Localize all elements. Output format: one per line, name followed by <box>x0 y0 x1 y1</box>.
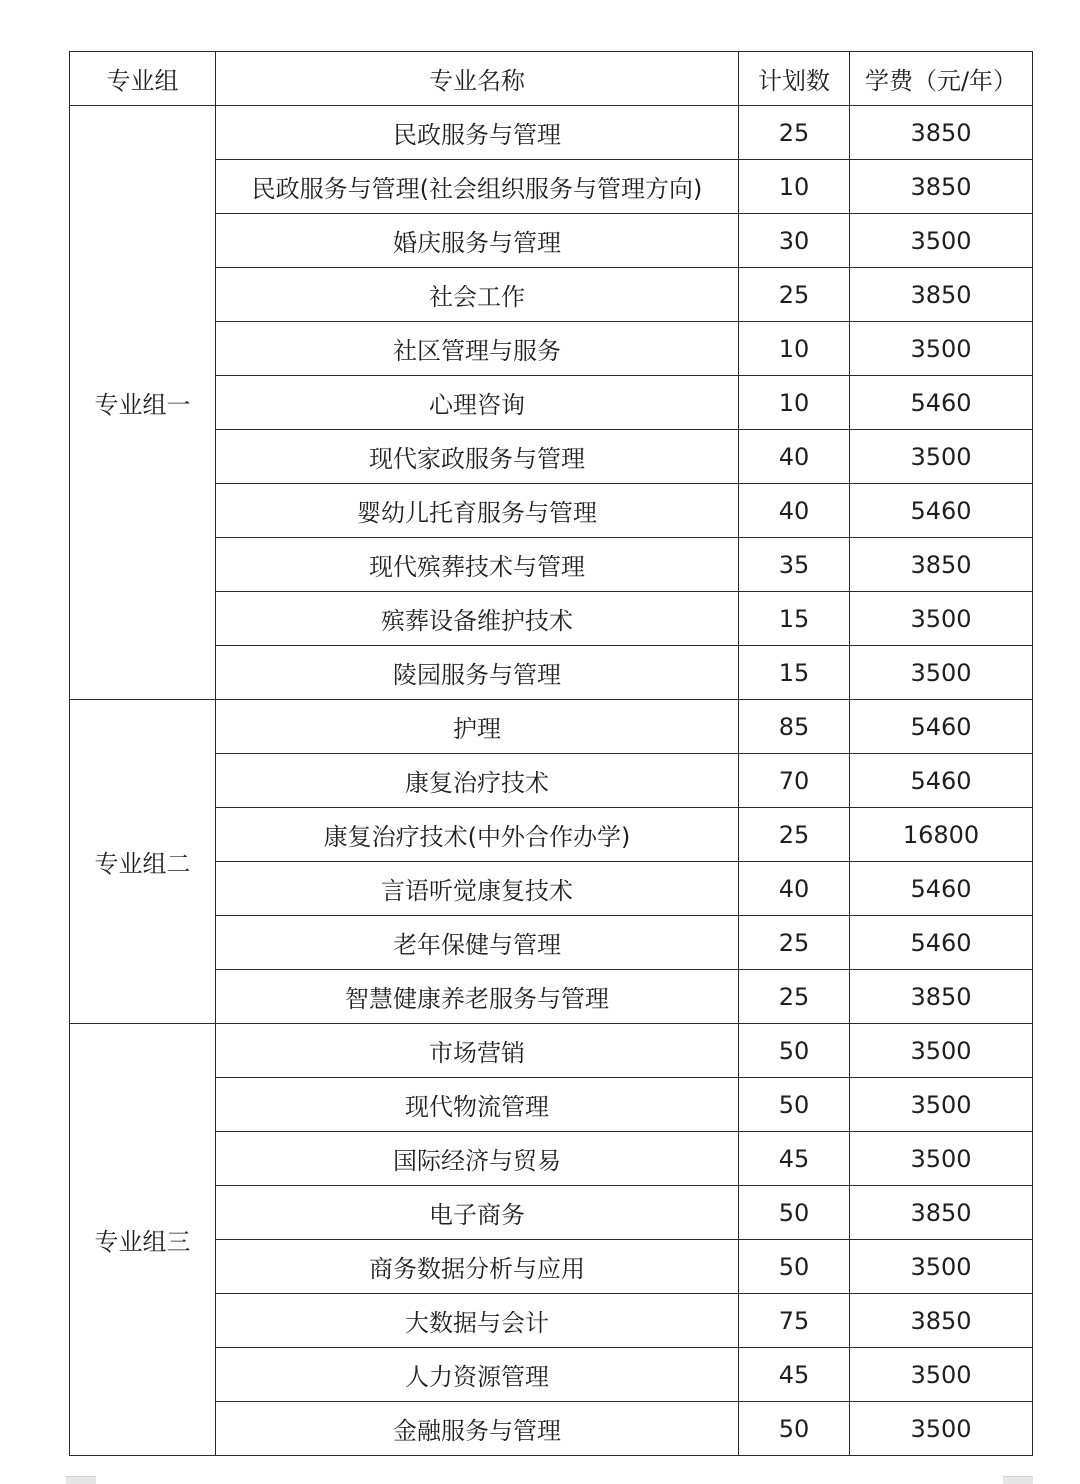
cell-plan: 10 <box>739 322 850 376</box>
header-fee: 学费（元/年） <box>850 52 1033 106</box>
cell-name: 婚庆服务与管理 <box>216 214 739 268</box>
cell-fee: 3500 <box>850 214 1033 268</box>
table-row <box>70 106 1033 160</box>
cell-plan: 50 <box>739 1078 850 1132</box>
table-row <box>70 1024 1033 1078</box>
cell-fee: 3500 <box>850 1078 1033 1132</box>
cell-name: 现代物流管理 <box>216 1078 739 1132</box>
group-label: 专业组一 <box>70 106 216 700</box>
cell-plan: 45 <box>739 1348 850 1402</box>
cell-fee: 3850 <box>850 160 1033 214</box>
cell-fee: 3500 <box>850 1132 1033 1186</box>
cell-plan: 35 <box>739 538 850 592</box>
cell-fee: 3500 <box>850 592 1033 646</box>
cell-plan: 75 <box>739 1294 850 1348</box>
cell-plan: 70 <box>739 754 850 808</box>
cell-plan: 40 <box>739 430 850 484</box>
cell-name: 现代家政服务与管理 <box>216 430 739 484</box>
cell-name: 康复治疗技术(中外合作办学) <box>216 808 739 862</box>
cell-plan: 40 <box>739 484 850 538</box>
cell-name: 老年保健与管理 <box>216 916 739 970</box>
cell-fee: 3500 <box>850 1348 1033 1402</box>
cell-fee: 3500 <box>850 1402 1033 1456</box>
header-group: 专业组 <box>70 52 216 106</box>
cell-plan: 45 <box>739 1132 850 1186</box>
cell-name: 民政服务与管理 <box>216 106 739 160</box>
cell-fee: 3850 <box>850 1186 1033 1240</box>
cell-fee: 5460 <box>850 700 1033 754</box>
cell-fee: 5460 <box>850 376 1033 430</box>
header-row <box>70 52 1033 106</box>
cell-fee: 3500 <box>850 430 1033 484</box>
cell-name: 商务数据分析与应用 <box>216 1240 739 1294</box>
cell-name: 电子商务 <box>216 1186 739 1240</box>
cell-plan: 50 <box>739 1402 850 1456</box>
cell-fee: 3850 <box>850 970 1033 1024</box>
cell-plan: 50 <box>739 1024 850 1078</box>
cell-plan: 25 <box>739 808 850 862</box>
table-row <box>70 700 1033 754</box>
cell-plan: 25 <box>739 916 850 970</box>
cell-plan: 50 <box>739 1240 850 1294</box>
cell-fee: 5460 <box>850 862 1033 916</box>
cell-fee: 3500 <box>850 322 1033 376</box>
cell-plan: 25 <box>739 106 850 160</box>
cell-name: 言语听觉康复技术 <box>216 862 739 916</box>
header-name: 专业名称 <box>216 52 739 106</box>
cell-fee: 5460 <box>850 484 1033 538</box>
cell-name: 陵园服务与管理 <box>216 646 739 700</box>
cell-name: 民政服务与管理(社会组织服务与管理方向) <box>216 160 739 214</box>
table-body <box>70 106 1033 1456</box>
cell-name: 殡葬设备维护技术 <box>216 592 739 646</box>
cell-fee: 3500 <box>850 1024 1033 1078</box>
cell-name: 社区管理与服务 <box>216 322 739 376</box>
cell-name: 金融服务与管理 <box>216 1402 739 1456</box>
cell-plan: 50 <box>739 1186 850 1240</box>
cell-plan: 10 <box>739 376 850 430</box>
group-label: 专业组三 <box>70 1024 216 1456</box>
cell-name: 社会工作 <box>216 268 739 322</box>
cell-name: 康复治疗技术 <box>216 754 739 808</box>
cell-fee: 3850 <box>850 268 1033 322</box>
cell-plan: 40 <box>739 862 850 916</box>
cell-name: 大数据与会计 <box>216 1294 739 1348</box>
cell-plan: 15 <box>739 646 850 700</box>
cell-name: 现代殡葬技术与管理 <box>216 538 739 592</box>
cell-plan: 25 <box>739 268 850 322</box>
cell-plan: 15 <box>739 592 850 646</box>
cell-name: 心理咨询 <box>216 376 739 430</box>
cell-fee: 5460 <box>850 916 1033 970</box>
cell-fee: 3500 <box>850 646 1033 700</box>
cell-plan: 25 <box>739 970 850 1024</box>
cell-plan: 85 <box>739 700 850 754</box>
cell-plan: 10 <box>739 160 850 214</box>
cell-plan: 30 <box>739 214 850 268</box>
cell-name: 国际经济与贸易 <box>216 1132 739 1186</box>
cell-fee: 3850 <box>850 106 1033 160</box>
cell-fee: 3850 <box>850 1294 1033 1348</box>
header-plan: 计划数 <box>739 52 850 106</box>
cell-name: 婴幼儿托育服务与管理 <box>216 484 739 538</box>
cell-name: 市场营销 <box>216 1024 739 1078</box>
cell-fee: 16800 <box>850 808 1033 862</box>
cell-fee: 3500 <box>850 1240 1033 1294</box>
cell-name: 智慧健康养老服务与管理 <box>216 970 739 1024</box>
cell-fee: 3850 <box>850 538 1033 592</box>
cell-name: 护理 <box>216 700 739 754</box>
group-label: 专业组二 <box>70 700 216 1024</box>
cell-name: 人力资源管理 <box>216 1348 739 1402</box>
majors-table <box>69 51 1033 1456</box>
cell-fee: 5460 <box>850 754 1033 808</box>
